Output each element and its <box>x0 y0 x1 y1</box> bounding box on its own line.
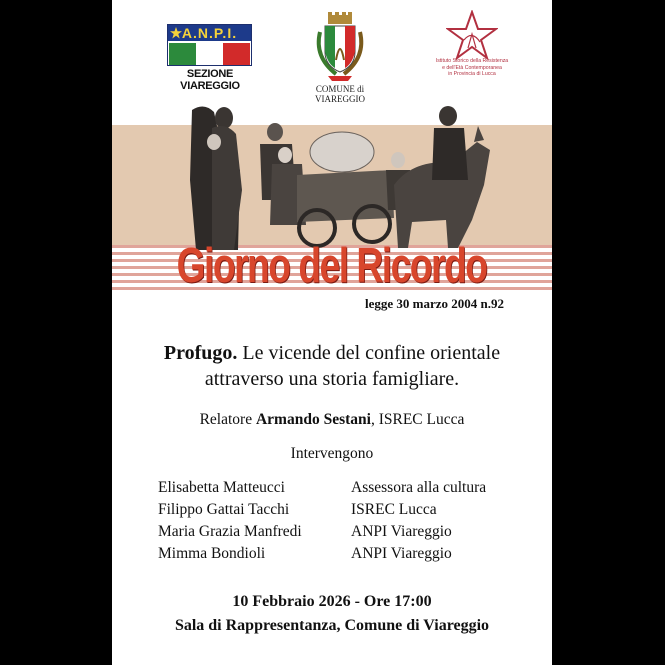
anpi-logo <box>164 22 254 92</box>
relatore-suffix: , ISREC Lucca <box>370 411 465 428</box>
anpi-logo-text: A.N.P.I. <box>181 25 238 41</box>
relatore-prefix: Relatore <box>199 411 256 428</box>
isrec-logo <box>432 10 512 96</box>
crest-icon <box>290 12 390 84</box>
subtitle-line1: Le vicende del confine orientale <box>237 342 501 364</box>
speaker-role: ANPI Viareggio <box>351 545 452 562</box>
event-venue: Sala di Rappresentanza, Comune di Viareggio <box>174 617 490 634</box>
law-reference: legge 30 marzo 2004 n.92 <box>364 296 504 311</box>
speaker-row <box>158 479 518 501</box>
speaker-role: ISREC Lucca <box>351 501 437 518</box>
intervengono-label: Intervengono <box>290 445 374 462</box>
subtitle-line2: attraverso una storia famigliare. <box>204 368 460 390</box>
subtitle-bold: Profugo. <box>163 342 238 364</box>
event-date: 10 Febbraio 2026 - Ore 17:00 <box>232 593 432 610</box>
speakers-list <box>158 479 518 567</box>
speaker-row <box>158 545 518 567</box>
event-poster <box>112 0 552 665</box>
speaker-row <box>158 523 518 545</box>
speaker-name: Maria Grazia Manfredi <box>158 523 302 540</box>
event-title: Giorno del Ricordo <box>176 239 487 293</box>
isrec-caption: Istituto Storico della Resistenza e dell'Età Contemporanea in Provincia di Lucca <box>435 58 509 77</box>
event-subtitle <box>112 340 552 392</box>
red-star-icon <box>446 10 498 60</box>
speaker-line <box>112 411 552 429</box>
speaker-role: Assessora alla cultura <box>351 479 487 496</box>
speaker-row <box>158 501 518 523</box>
anpi-caption: SEZIONE VIAREGGIO <box>180 68 240 92</box>
anpi-emblem <box>167 24 252 66</box>
comune-caption: COMUNE di VIAREGGIO <box>315 84 365 104</box>
speaker-name: Elisabetta Matteucci <box>158 479 285 496</box>
speaker-role: ANPI Viareggio <box>351 523 452 540</box>
comune-logo <box>290 12 390 104</box>
relatore-name: Armando Sestani <box>255 411 371 428</box>
speaker-name: Mimma Bondioli <box>158 545 266 562</box>
speaker-name: Filippo Gattai Tacchi <box>158 501 290 518</box>
